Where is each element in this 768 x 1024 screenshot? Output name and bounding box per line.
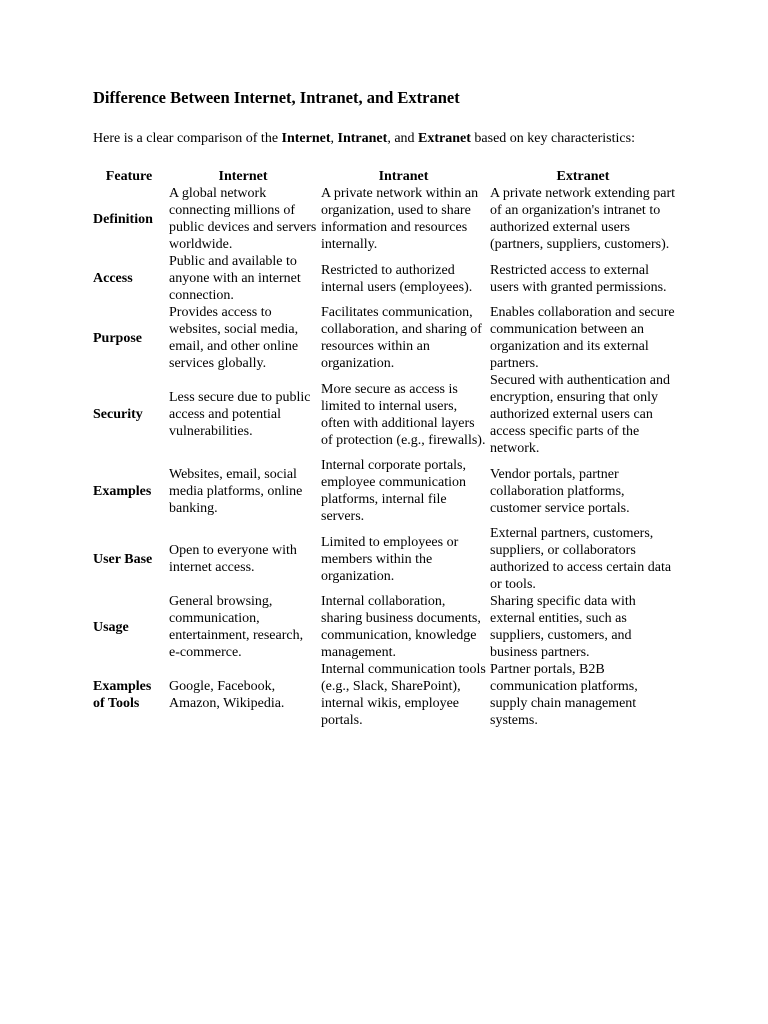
row-internet: Provides access to websites, social media, email, and other online services globally.	[169, 305, 299, 371]
intro-suffix: based on key characteristics:	[470, 131, 635, 146]
row-extranet: Partner portals, B2B communication platforms, supply chain management systems.	[490, 662, 638, 728]
table-row	[91, 304, 678, 372]
header-intranet: Intranet	[378, 168, 429, 184]
table-header-row	[91, 167, 678, 185]
intro-sep-1: ,	[330, 131, 338, 146]
row-feature: User Base	[93, 551, 153, 567]
table-row	[91, 593, 678, 661]
intro-term-internet: Internet	[281, 131, 331, 146]
header-feature: Feature	[105, 168, 153, 184]
intro-term-intranet: Intranet	[337, 131, 388, 146]
row-intranet: Limited to employees or members within the organization.	[321, 534, 459, 584]
document-page	[93, 88, 683, 729]
row-feature: Security	[93, 407, 143, 422]
row-extranet: Vendor portals, partner collaboration platforms, customer service portals.	[490, 466, 630, 516]
row-feature: Definition	[93, 211, 153, 227]
row-internet: Open to everyone with internet access.	[169, 543, 297, 575]
row-feature: Access	[93, 271, 133, 286]
row-intranet: A private network within an organization, used to share information and resources internally.	[321, 186, 479, 252]
row-internet: Less secure due to public access and potential vulnerabilities.	[169, 390, 311, 439]
intro-prefix: Here is a clear comparison of the	[93, 131, 282, 146]
row-intranet: More secure as access is limited to internal users, often with additional layers of protection (e.g., firewalls).	[321, 381, 486, 448]
intro-sep-2: , and	[387, 131, 419, 146]
row-feature: Examples of Tools	[93, 679, 152, 711]
row-extranet: External partners, customers, suppliers, or collaborators authorized to access certain data or tools.	[490, 526, 672, 592]
row-intranet: Internal collaboration, sharing business documents, communication, knowledge management.	[321, 594, 481, 660]
row-extranet: Restricted access to external users with granted permissions.	[490, 262, 667, 295]
table-row	[91, 253, 678, 304]
row-extranet: Sharing specific data with external entities, such as suppliers, customers, and business partners.	[490, 594, 636, 660]
intro-paragraph	[93, 131, 683, 147]
header-internet: Internet	[218, 168, 268, 184]
row-intranet: Internal communication tools (e.g., Slack, SharePoint), internal wikis, employee portals.	[321, 662, 486, 728]
row-internet: Google, Facebook, Amazon, Wikipedia.	[169, 679, 285, 711]
table-row	[91, 457, 678, 525]
row-internet: A global network connecting millions of public devices and servers worldwide.	[169, 186, 317, 252]
row-extranet: A private network extending part of an organization's intranet to authorized external users (partners, suppliers, customers).	[490, 186, 676, 252]
intro-term-extranet: Extranet	[418, 131, 471, 146]
table-row	[91, 372, 678, 457]
document-title: Difference Between Internet, Intranet, and Extranet	[93, 88, 460, 107]
table-row	[91, 661, 678, 729]
row-internet: Public and available to anyone with an internet connection.	[169, 254, 301, 303]
row-feature: Examples	[93, 483, 152, 499]
row-intranet: Facilitates communication, collaboration, and sharing of resources within an organization.	[321, 305, 482, 371]
comparison-table	[91, 167, 678, 729]
row-extranet: Secured with authentication and encryption, ensuring that only authorized external users can access specific parts of the network.	[490, 373, 670, 456]
table-row	[91, 185, 678, 253]
row-internet: Websites, email, social media platforms, online banking.	[169, 466, 303, 516]
row-feature: Usage	[93, 619, 129, 635]
row-intranet: Restricted to authorized internal users (employees).	[321, 262, 473, 295]
row-extranet: Enables collaboration and secure communication between an organization and its external partners.	[490, 305, 675, 371]
table-row	[91, 525, 678, 593]
row-intranet: Internal corporate portals, employee communication platforms, internal file servers.	[321, 458, 467, 524]
row-internet: General browsing, communication, entertainment, research, e-commerce.	[169, 594, 304, 660]
row-feature: Purpose	[93, 330, 142, 346]
header-extranet: Extranet	[556, 168, 610, 184]
